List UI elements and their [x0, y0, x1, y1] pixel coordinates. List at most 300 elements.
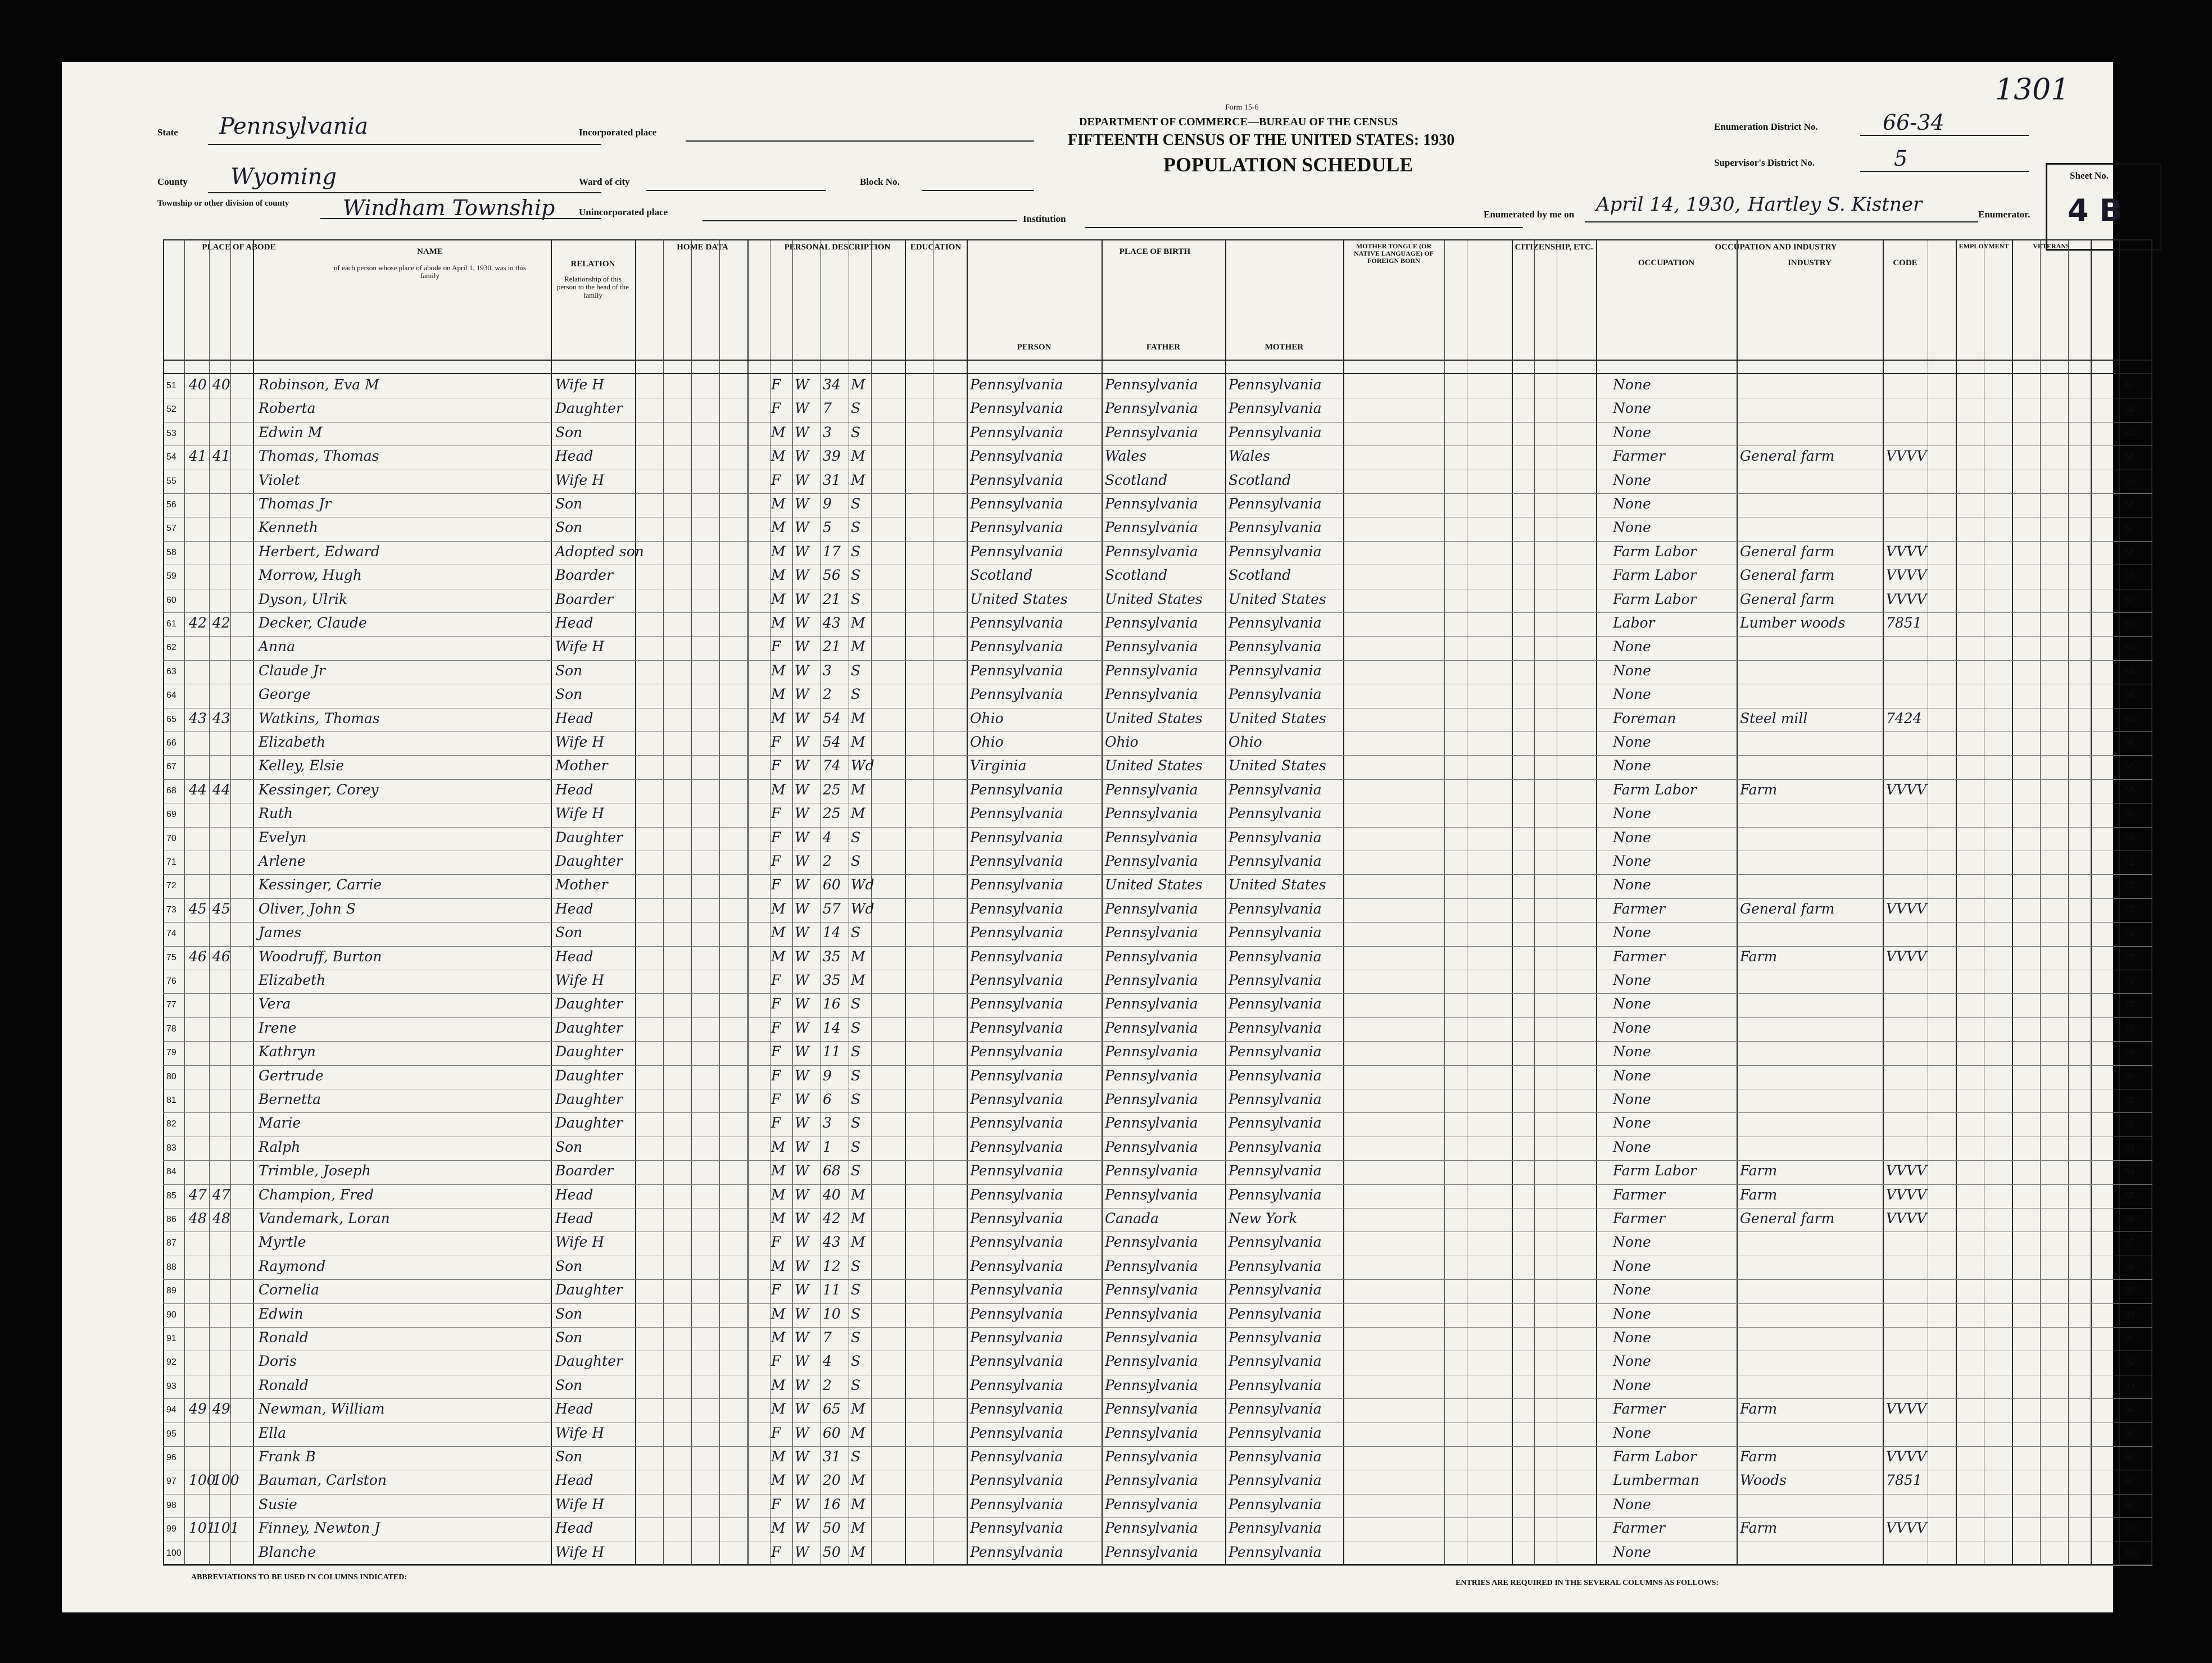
cell-race: W: [795, 496, 809, 512]
cell-sex: M: [771, 567, 786, 584]
line-number: 56: [166, 500, 176, 510]
cell-race: W: [795, 1496, 809, 1512]
cell-sex: F: [771, 1353, 781, 1370]
cell-bp: Pennsylvania: [970, 948, 1063, 965]
cell-name: Herbert, Edward: [259, 543, 380, 560]
cell-age: 43: [823, 1234, 841, 1251]
cell-name: Edwin: [259, 1305, 303, 1322]
cell-bp: Pennsylvania: [970, 1210, 1063, 1226]
line-number: 66: [2124, 738, 2134, 748]
cell-sex: M: [771, 496, 786, 512]
row-rule: [163, 660, 2152, 661]
cell-ind: General farm: [1740, 543, 1835, 560]
cell-dw: 47: [189, 1186, 207, 1203]
cell-sex: F: [771, 1019, 781, 1036]
cell-mbp: Pennsylvania: [1229, 686, 1322, 703]
cell-fbp: United States: [1105, 876, 1203, 893]
cell-name: Kessinger, Carrie: [259, 876, 382, 893]
cell-sex: M: [771, 519, 786, 536]
line-number: 86: [166, 1215, 176, 1224]
row-rule: [163, 946, 2152, 947]
row-rule: [163, 1327, 2152, 1328]
sheet-number-box: [2046, 163, 2161, 251]
cell-mbp: Pennsylvania: [1229, 781, 1322, 798]
line-number: 95: [166, 1429, 176, 1439]
cell-bp: Pennsylvania: [970, 1282, 1063, 1298]
line-number: 80: [166, 1071, 176, 1082]
cell-age: 5: [823, 519, 832, 536]
cell-rel: Daughter: [555, 1019, 623, 1036]
cell-occ: Farmer: [1613, 448, 1665, 465]
cell-name: Trimble, Joseph: [259, 1162, 371, 1179]
cell-sex: F: [771, 400, 781, 417]
supervisor-value: 5: [1894, 146, 1908, 171]
line-number: 61: [2124, 619, 2134, 629]
cell-mar: M: [851, 781, 865, 798]
cell-occ: None: [1613, 1282, 1651, 1298]
cell-mbp: Pennsylvania: [1229, 1067, 1322, 1084]
row-rule: [163, 1065, 2152, 1066]
cell-occ: Farmer: [1613, 1520, 1665, 1537]
cell-sex: M: [771, 543, 786, 560]
line-number: 76: [166, 976, 176, 986]
cell-sex: F: [771, 1115, 781, 1132]
cell-race: W: [795, 1186, 809, 1203]
cell-fbp: Pennsylvania: [1105, 496, 1198, 512]
cell-occ: None: [1613, 972, 1651, 988]
line-number: 86: [2124, 1215, 2134, 1224]
cell-fbp: Pennsylvania: [1105, 924, 1198, 941]
cell-occ: None: [1613, 1138, 1651, 1155]
line-number: 77: [2124, 1000, 2134, 1010]
line-number: 73: [166, 905, 176, 915]
supervisor-label: Supervisor's District No.: [1714, 157, 1815, 168]
cell-sex: M: [771, 924, 786, 941]
cell-occ: Farm Labor: [1613, 781, 1697, 798]
row-rule: [163, 1398, 2152, 1399]
cell-name: Watkins, Thomas: [259, 710, 380, 726]
cell-age: 42: [823, 1210, 841, 1226]
line-number: 85: [166, 1191, 176, 1201]
cell-age: 34: [823, 376, 841, 393]
cell-name: Thomas, Thomas: [259, 448, 379, 465]
cell-mar: Wd: [851, 900, 874, 917]
cell-occ: None: [1613, 1019, 1651, 1036]
cell-fbp: Pennsylvania: [1105, 1448, 1198, 1465]
cell-fbp: Pennsylvania: [1105, 948, 1198, 965]
cell-dw: 49: [189, 1401, 207, 1417]
cell-mbp: Pennsylvania: [1229, 1496, 1322, 1512]
line-number: 90: [166, 1310, 176, 1320]
cell-bp: Pennsylvania: [970, 1115, 1063, 1132]
cell-fbp: Canada: [1105, 1210, 1159, 1226]
cell-mar: S: [851, 1376, 861, 1393]
cell-rel: Mother: [555, 757, 608, 774]
row-rule: [163, 1184, 2152, 1185]
row-rule: [163, 1446, 2152, 1447]
cell-mbp: Pennsylvania: [1229, 1019, 1322, 1036]
cell-sex: M: [771, 590, 786, 607]
cell-bp: Pennsylvania: [970, 424, 1063, 440]
cell-race: W: [795, 710, 809, 726]
cell-occ: None: [1613, 519, 1651, 536]
cell-rel: Mother: [555, 876, 608, 893]
census-sheet: [62, 62, 2140, 1612]
cell-bp: Pennsylvania: [970, 900, 1063, 917]
cell-mar: S: [851, 543, 861, 560]
cell-name: Arlene: [259, 853, 306, 869]
cell-mar: S: [851, 924, 861, 941]
cell-mbp: Pennsylvania: [1229, 400, 1322, 417]
line-number: 89: [166, 1286, 176, 1296]
cell-age: 10: [823, 1305, 841, 1322]
cell-age: 56: [823, 567, 841, 584]
row-rule: [163, 493, 2152, 494]
cell-age: 11: [823, 1282, 841, 1298]
col-mother: MOTHER: [1264, 343, 1304, 352]
department-line: DEPARTMENT OF COMMERCE—BUREAU OF THE CENSUS: [1079, 116, 1398, 128]
cell-age: 40: [823, 1186, 841, 1203]
cell-rel: Daughter: [555, 1043, 623, 1060]
cell-fbp: Pennsylvania: [1105, 1376, 1198, 1393]
cell-mar: M: [851, 805, 865, 822]
cell-bp: Pennsylvania: [970, 996, 1063, 1012]
row-rule: [163, 1565, 2152, 1566]
cell-rel: Son: [555, 1448, 583, 1465]
row-rule: [163, 636, 2152, 637]
line-number: 62: [2124, 643, 2134, 653]
cell-bp: Pennsylvania: [970, 972, 1063, 988]
cell-mbp: Pennsylvania: [1229, 615, 1322, 631]
cell-age: 9: [823, 1067, 832, 1084]
cell-race: W: [795, 1353, 809, 1370]
cell-age: 54: [823, 734, 841, 750]
group-mother-tongue: MOTHER TONGUE (OR NATIVE LANGUAGE) OF FOREIGN BORN: [1354, 242, 1434, 265]
row-rule: [163, 731, 2152, 732]
cell-code: VVVV: [1886, 900, 1927, 917]
cell-race: W: [795, 1043, 809, 1060]
cell-mbp: Pennsylvania: [1229, 1424, 1322, 1441]
line-number: 55: [166, 476, 176, 486]
cell-occ: Farm Labor: [1613, 590, 1697, 607]
row-rule: [163, 827, 2152, 828]
cell-occ: Farm Labor: [1613, 567, 1697, 584]
line-number: 90: [2124, 1310, 2134, 1320]
cell-mbp: Pennsylvania: [1229, 519, 1322, 536]
group-name: NAME: [417, 247, 443, 256]
cell-mbp: Pennsylvania: [1229, 1257, 1322, 1274]
cell-mar: S: [851, 1329, 861, 1346]
cell-bp: United States: [970, 590, 1068, 607]
cell-occ: None: [1613, 1353, 1651, 1370]
cell-name: Gertrude: [259, 1067, 324, 1084]
cell-race: W: [795, 1543, 809, 1560]
line-number: 54: [166, 452, 176, 462]
cell-mbp: Pennsylvania: [1229, 662, 1322, 679]
cell-mar: S: [851, 1067, 861, 1084]
group-citizenship: CITIZENSHIP, ETC.: [1515, 243, 1593, 252]
cell-mbp: Pennsylvania: [1229, 1186, 1322, 1203]
cell-fbp: Ohio: [1105, 734, 1139, 750]
cell-race: W: [795, 1448, 809, 1465]
line-number: 77: [166, 1000, 176, 1010]
cell-occ: None: [1613, 805, 1651, 822]
cell-bp: Pennsylvania: [970, 662, 1063, 679]
enum-district-value: 66-34: [1883, 110, 1944, 135]
cell-mar: M: [851, 638, 865, 655]
cell-ind: Farm: [1740, 948, 1778, 965]
cell-name: Roberta: [259, 400, 316, 417]
line-number: 82: [2124, 1119, 2134, 1129]
group-place-of-abode: PLACE OF ABODE: [202, 243, 276, 252]
cell-mar: M: [851, 1472, 865, 1489]
cell-rel: Adopted son: [555, 543, 644, 560]
cell-fam: 101: [212, 1520, 239, 1537]
cell-code: VVVV: [1886, 590, 1927, 607]
cell-code: VVVV: [1886, 781, 1927, 798]
cell-fam: 100: [212, 1472, 239, 1489]
cell-race: W: [795, 1115, 809, 1132]
cell-mbp: Scotland: [1229, 567, 1291, 584]
cell-bp: Pennsylvania: [970, 1376, 1063, 1393]
cell-occ: None: [1613, 757, 1651, 774]
cell-age: 25: [823, 781, 841, 798]
cell-fbp: Scotland: [1105, 471, 1168, 488]
cell-bp: Pennsylvania: [970, 376, 1063, 393]
cell-race: W: [795, 448, 809, 465]
cell-bp: Pennsylvania: [970, 400, 1063, 417]
line-number: 62: [166, 643, 176, 653]
group-occupation: OCCUPATION AND INDUSTRY: [1715, 243, 1837, 252]
cell-fam: 46: [212, 948, 230, 965]
cell-bp: Pennsylvania: [970, 1091, 1063, 1107]
cell-rel: Son: [555, 1305, 583, 1322]
cell-fbp: Pennsylvania: [1105, 543, 1198, 560]
line-number: 56: [2124, 500, 2134, 510]
cell-mar: M: [851, 972, 865, 988]
cell-mar: M: [851, 948, 865, 965]
cell-occ: None: [1613, 734, 1651, 750]
cell-age: 60: [823, 876, 841, 893]
cell-fbp: Pennsylvania: [1105, 900, 1198, 917]
cell-sex: F: [771, 1043, 781, 1060]
cell-age: 21: [823, 638, 841, 655]
cell-bp: Pennsylvania: [970, 1067, 1063, 1084]
cell-fbp: Pennsylvania: [1105, 686, 1198, 703]
cell-name: Edwin M: [259, 424, 323, 440]
line-number: 96: [166, 1453, 176, 1462]
cell-name: Vera: [259, 996, 291, 1012]
cell-code: VVVV: [1886, 1401, 1927, 1417]
cell-mbp: Pennsylvania: [1229, 1543, 1322, 1560]
cell-race: W: [795, 924, 809, 941]
line-number: 53: [166, 428, 176, 438]
cell-bp: Pennsylvania: [970, 829, 1063, 846]
unincorporated-label: Unincorporated place: [579, 207, 668, 217]
cell-rel: Head: [555, 900, 593, 917]
cell-fbp: Pennsylvania: [1105, 1282, 1198, 1298]
cell-mbp: Pennsylvania: [1229, 924, 1322, 941]
cell-occ: Farm Labor: [1613, 1162, 1697, 1179]
line-number: 93: [166, 1381, 176, 1391]
enumerated-date: April 14, 1930,: [1596, 193, 1741, 216]
line-number: 76: [2124, 976, 2134, 986]
row-rule: [163, 612, 2152, 613]
cell-name: Woodruff, Burton: [259, 948, 382, 965]
line-number: 89: [2124, 1286, 2134, 1296]
cell-sex: M: [771, 1472, 786, 1489]
cell-occ: None: [1613, 496, 1651, 512]
cell-dw: 43: [189, 710, 207, 726]
line-number: 65: [2124, 714, 2134, 724]
cell-mbp: Pennsylvania: [1229, 543, 1322, 560]
cell-bp: Pennsylvania: [970, 471, 1063, 488]
cell-race: W: [795, 1138, 809, 1155]
cell-name: Vandemark, Loran: [259, 1210, 390, 1226]
cell-name: Finney, Newton J: [259, 1520, 380, 1537]
cell-age: 31: [823, 1448, 841, 1465]
cell-fam: 49: [212, 1401, 230, 1417]
cell-mar: M: [851, 734, 865, 750]
cell-age: 2: [823, 1376, 832, 1393]
cell-occ: Farmer: [1613, 1401, 1665, 1417]
row-rule: [163, 1303, 2152, 1304]
enum-district-label: Enumeration District No.: [1714, 121, 1818, 132]
cell-rel: Daughter: [555, 1067, 623, 1084]
cell-rel: Son: [555, 1138, 583, 1155]
cell-age: 25: [823, 805, 841, 822]
cell-sex: M: [771, 1186, 786, 1203]
line-number: 54: [2124, 452, 2134, 462]
cell-bp: Pennsylvania: [970, 1424, 1063, 1441]
line-number: 78: [166, 1024, 176, 1034]
cell-fam: 41: [212, 448, 230, 465]
cell-sex: F: [771, 1496, 781, 1512]
cell-mar: M: [851, 1210, 865, 1226]
cell-occ: Farmer: [1613, 948, 1665, 965]
col-father: FATHER: [1146, 343, 1181, 352]
cell-race: W: [795, 876, 809, 893]
line-number: 100: [2124, 1548, 2140, 1558]
cell-name: Susie: [259, 1496, 297, 1512]
cell-rel: Son: [555, 1329, 583, 1346]
cell-code: 7851: [1886, 1472, 1922, 1489]
cell-mbp: Pennsylvania: [1229, 805, 1322, 822]
cell-name: Newman, William: [259, 1401, 385, 1417]
line-number: 74: [166, 929, 176, 939]
cell-bp: Scotland: [970, 567, 1033, 584]
line-number: 61: [166, 619, 176, 629]
cell-rel: Boarder: [555, 567, 614, 584]
cell-mbp: United States: [1229, 590, 1326, 607]
cell-bp: Pennsylvania: [970, 1472, 1063, 1489]
cell-occ: None: [1613, 686, 1651, 703]
cell-name: Kelley, Elsie: [259, 757, 345, 774]
sheet-value: 4 B: [2068, 193, 2123, 228]
cell-race: W: [795, 1234, 809, 1251]
cell-sex: F: [771, 1543, 781, 1560]
cell-sex: F: [771, 996, 781, 1012]
line-number: 79: [2124, 1048, 2134, 1058]
line-number: 78: [2124, 1024, 2134, 1034]
cell-race: W: [795, 734, 809, 750]
cell-sex: F: [771, 829, 781, 846]
cell-bp: Pennsylvania: [970, 1448, 1063, 1465]
line-number: 87: [166, 1238, 176, 1248]
cell-race: W: [795, 1067, 809, 1084]
row-rule: [163, 1279, 2152, 1280]
cell-mar: S: [851, 686, 861, 703]
cell-fbp: Pennsylvania: [1105, 1496, 1198, 1512]
col-person: PERSON: [1017, 343, 1051, 352]
cell-mar: S: [851, 1282, 861, 1298]
enumerated-label: Enumerated by me on: [1484, 209, 1575, 220]
cell-name: Decker, Claude: [259, 615, 367, 631]
cell-mar: S: [851, 519, 861, 536]
line-number: 83: [166, 1143, 176, 1153]
cell-sex: F: [771, 734, 781, 750]
cell-fbp: Pennsylvania: [1105, 1043, 1198, 1060]
cell-occ: None: [1613, 1376, 1651, 1393]
line-number: 70: [166, 833, 176, 843]
line-number: 60: [2124, 595, 2134, 605]
cell-sex: M: [771, 900, 786, 917]
cell-bp: Virginia: [970, 757, 1027, 774]
cell-mar: M: [851, 1234, 865, 1251]
cell-mbp: Pennsylvania: [1229, 1305, 1322, 1322]
row-rule: [163, 1041, 2152, 1042]
cell-bp: Pennsylvania: [970, 1019, 1063, 1036]
cell-fbp: Pennsylvania: [1105, 615, 1198, 631]
cell-name: Cornelia: [259, 1282, 319, 1298]
cell-sex: M: [771, 948, 786, 965]
cell-bp: Pennsylvania: [970, 1043, 1063, 1060]
cell-code: VVVV: [1886, 1210, 1927, 1226]
cell-name: Thomas Jr: [259, 496, 332, 512]
line-number: 59: [166, 571, 176, 581]
cell-race: W: [795, 1091, 809, 1107]
line-number: 71: [2124, 857, 2134, 867]
cell-rel: Head: [555, 1472, 593, 1489]
line-number: 58: [2124, 547, 2134, 557]
line-number: 100: [166, 1548, 182, 1558]
cell-fbp: Pennsylvania: [1105, 1401, 1198, 1417]
line-number: 94: [166, 1405, 176, 1415]
cell-mar: S: [851, 1257, 861, 1274]
cell-sex: M: [771, 1401, 786, 1417]
line-number: 67: [2124, 762, 2134, 772]
group-veterans: VETERANS: [2033, 242, 2070, 250]
cell-mar: S: [851, 400, 861, 417]
cell-fbp: Pennsylvania: [1105, 829, 1198, 846]
group-relation: RELATION: [570, 260, 615, 269]
line-number: 75: [2124, 952, 2134, 962]
cell-mar: M: [851, 1520, 865, 1537]
cell-fbp: Pennsylvania: [1105, 972, 1198, 988]
line-number: 93: [2124, 1381, 2134, 1391]
cell-occ: Farm Labor: [1613, 1448, 1697, 1465]
cell-sex: M: [771, 781, 786, 798]
cell-sex: F: [771, 376, 781, 393]
cell-race: W: [795, 781, 809, 798]
cell-mar: S: [851, 590, 861, 607]
cell-age: 16: [823, 996, 841, 1012]
punch-hole: [2168, 600, 2192, 624]
cell-fbp: Pennsylvania: [1105, 638, 1198, 655]
cell-race: W: [795, 1257, 809, 1274]
cell-ind: Farm: [1740, 1186, 1778, 1203]
cell-bp: Pennsylvania: [970, 638, 1063, 655]
